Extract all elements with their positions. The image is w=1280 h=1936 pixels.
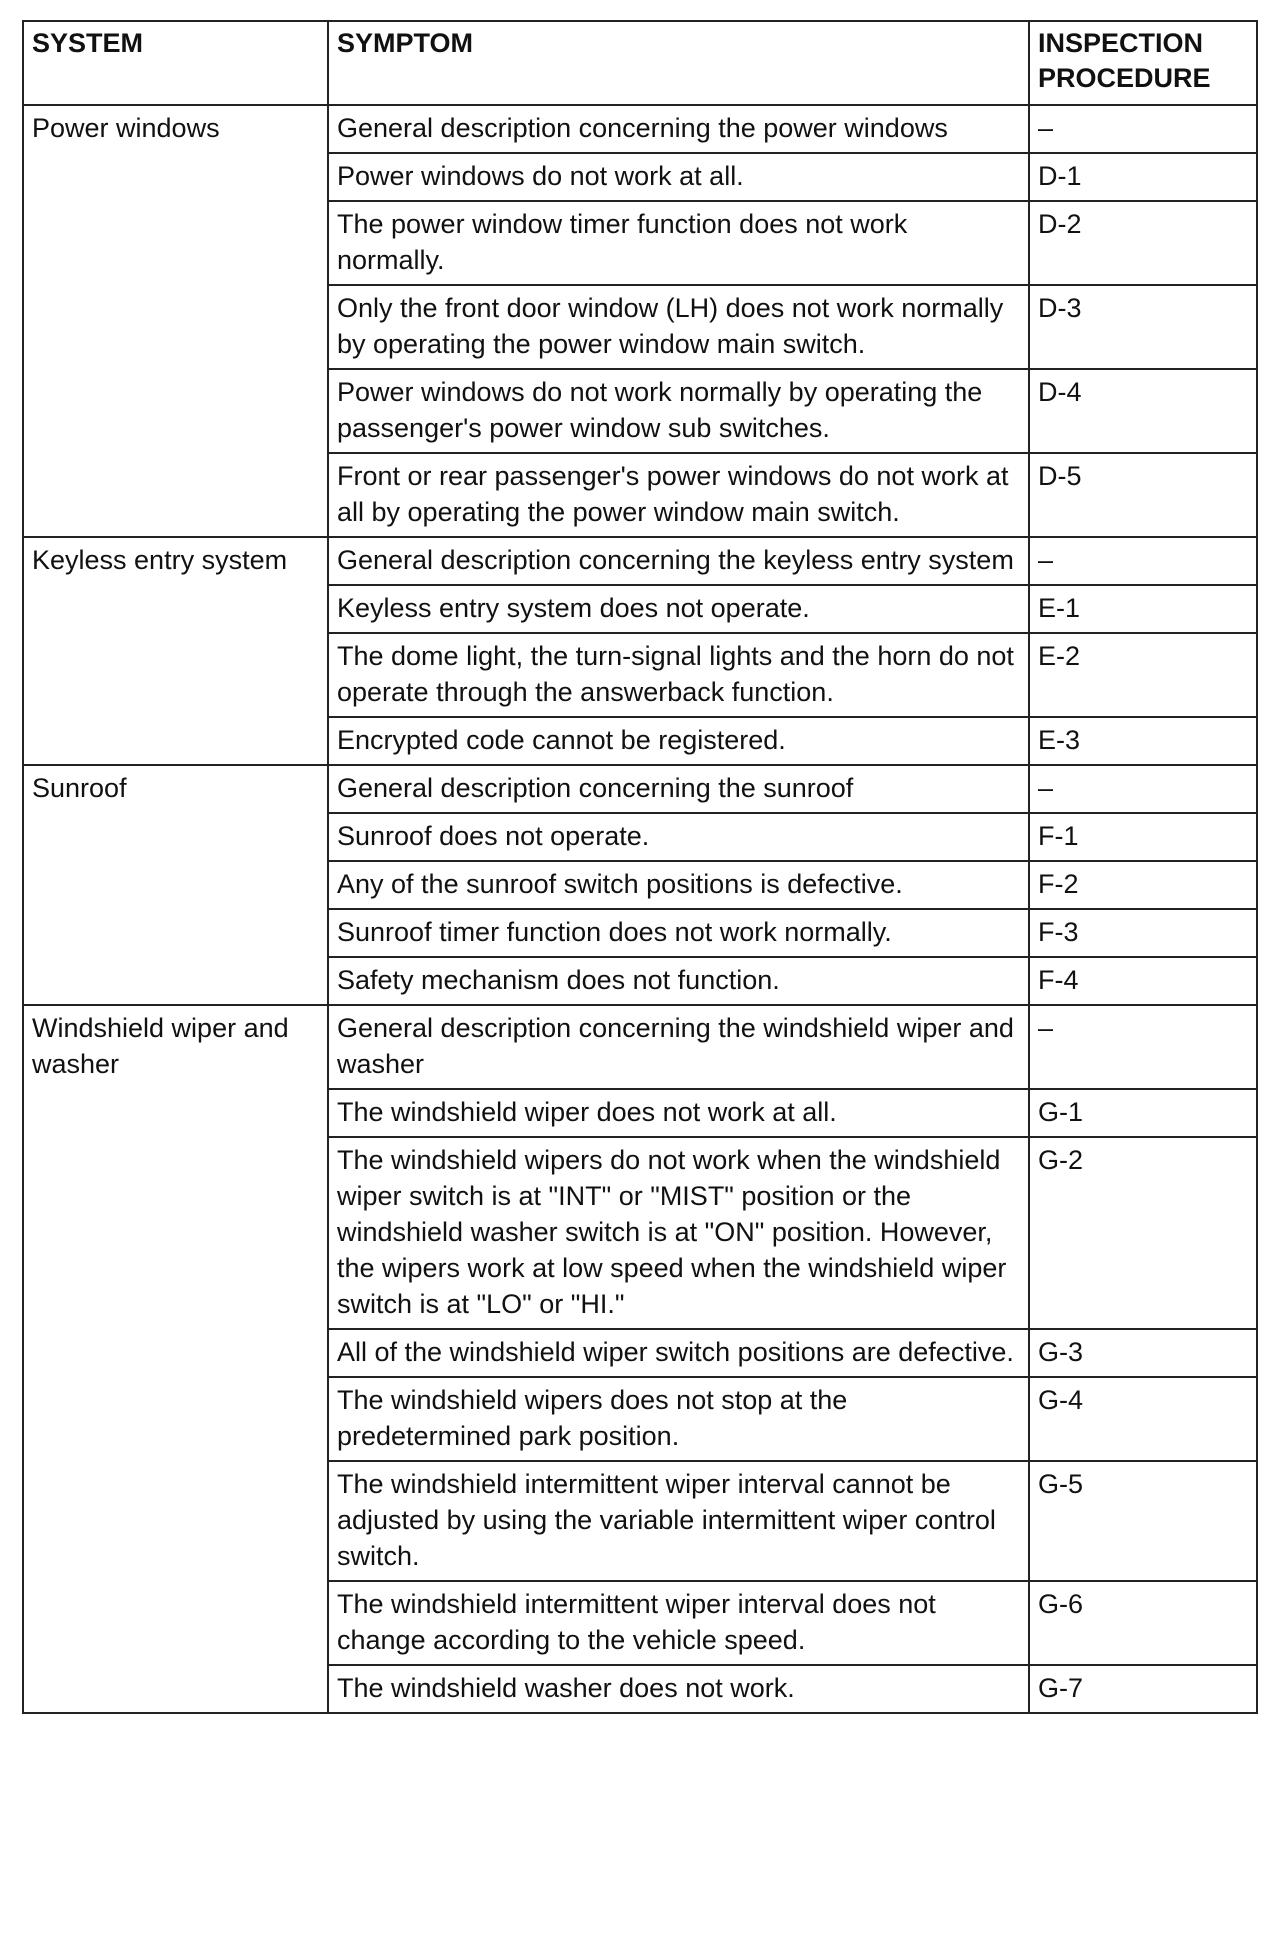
symptom-cell: The windshield washer does not work. xyxy=(328,1665,1029,1713)
symptom-cell: General description concerning the keyless entry system xyxy=(328,537,1029,585)
symptom-cell: Safety mechanism does not function. xyxy=(328,957,1029,1005)
inspection-procedure-cell: G-3 xyxy=(1029,1329,1257,1377)
inspection-procedure-cell: D-1 xyxy=(1029,153,1257,201)
table-header xyxy=(23,21,1257,105)
symptom-cell: Power windows do not work normally by operating the passenger's power window sub switches. xyxy=(328,369,1029,453)
symptom-cell: General description concerning the sunroof xyxy=(328,765,1029,813)
symptom-cell: Front or rear passenger's power windows do not work at all by operating the power window main switch. xyxy=(328,453,1029,537)
inspection-procedure-cell: G-5 xyxy=(1029,1461,1257,1581)
symptom-cell: Sunroof timer function does not work normally. xyxy=(328,909,1029,957)
inspection-procedure-cell: – xyxy=(1029,537,1257,585)
table-row xyxy=(23,765,1257,813)
symptom-cell: Sunroof does not operate. xyxy=(328,813,1029,861)
inspection-procedure-cell: D-3 xyxy=(1029,285,1257,369)
symptom-cell: General description concerning the power windows xyxy=(328,105,1029,153)
inspection-procedure-cell: – xyxy=(1029,1005,1257,1089)
inspection-procedure-cell: D-4 xyxy=(1029,369,1257,453)
symptom-cell: Power windows do not work at all. xyxy=(328,153,1029,201)
inspection-procedure-cell: F-3 xyxy=(1029,909,1257,957)
symptom-cell: The power window timer function does not work normally. xyxy=(328,201,1029,285)
symptom-cell: Only the front door window (LH) does not work normally by operating the power window main switch. xyxy=(328,285,1029,369)
inspection-procedure-cell: – xyxy=(1029,105,1257,153)
inspection-procedure-cell: F-1 xyxy=(1029,813,1257,861)
table-row xyxy=(23,1005,1257,1089)
system-cell: Sunroof xyxy=(23,765,328,1005)
inspection-procedure-cell: E-3 xyxy=(1029,717,1257,765)
symptom-table xyxy=(22,20,1258,1714)
inspection-procedure-cell: F-2 xyxy=(1029,861,1257,909)
symptom-cell: Keyless entry system does not operate. xyxy=(328,585,1029,633)
inspection-procedure-cell: G-2 xyxy=(1029,1137,1257,1329)
symptom-cell: All of the windshield wiper switch positions are defective. xyxy=(328,1329,1029,1377)
symptom-cell: The windshield intermittent wiper interval cannot be adjusted by using the variable intermittent wiper control switch. xyxy=(328,1461,1029,1581)
inspection-procedure-cell: D-5 xyxy=(1029,453,1257,537)
inspection-procedure-cell: G-4 xyxy=(1029,1377,1257,1461)
system-cell: Windshield wiper and washer xyxy=(23,1005,328,1713)
symptom-cell: The windshield wiper does not work at all. xyxy=(328,1089,1029,1137)
symptom-cell: Any of the sunroof switch positions is defective. xyxy=(328,861,1029,909)
inspection-procedure-cell: E-2 xyxy=(1029,633,1257,717)
table-row xyxy=(23,105,1257,153)
symptom-cell: Encrypted code cannot be registered. xyxy=(328,717,1029,765)
inspection-procedure-cell: F-4 xyxy=(1029,957,1257,1005)
table-row xyxy=(23,537,1257,585)
header-system: SYSTEM xyxy=(23,21,328,105)
inspection-procedure-cell: G-6 xyxy=(1029,1581,1257,1665)
header-symptom: SYMPTOM xyxy=(328,21,1029,105)
header-inspection-procedure: INSPECTION PROCEDURE xyxy=(1029,21,1257,105)
symptom-cell: General description concerning the windshield wiper and washer xyxy=(328,1005,1029,1089)
inspection-procedure-cell: – xyxy=(1029,765,1257,813)
header-row xyxy=(23,21,1257,105)
table-body xyxy=(23,105,1257,1713)
symptom-cell: The windshield intermittent wiper interval does not change according to the vehicle speed. xyxy=(328,1581,1029,1665)
inspection-procedure-cell: G-7 xyxy=(1029,1665,1257,1713)
inspection-procedure-cell: G-1 xyxy=(1029,1089,1257,1137)
symptom-cell: The dome light, the turn-signal lights and the horn do not operate through the answerback function. xyxy=(328,633,1029,717)
inspection-procedure-cell: E-1 xyxy=(1029,585,1257,633)
symptom-cell: The windshield wipers do not work when the windshield wiper switch is at "INT" or "MIST" position or the windshield washer switch is at "ON" position. However, the wipers work at low speed when the windshield wiper switch is at "LO" or "HI." xyxy=(328,1137,1029,1329)
inspection-procedure-cell: D-2 xyxy=(1029,201,1257,285)
system-cell: Keyless entry system xyxy=(23,537,328,765)
system-cell: Power windows xyxy=(23,105,328,537)
symptom-cell: The windshield wipers does not stop at the predetermined park position. xyxy=(328,1377,1029,1461)
